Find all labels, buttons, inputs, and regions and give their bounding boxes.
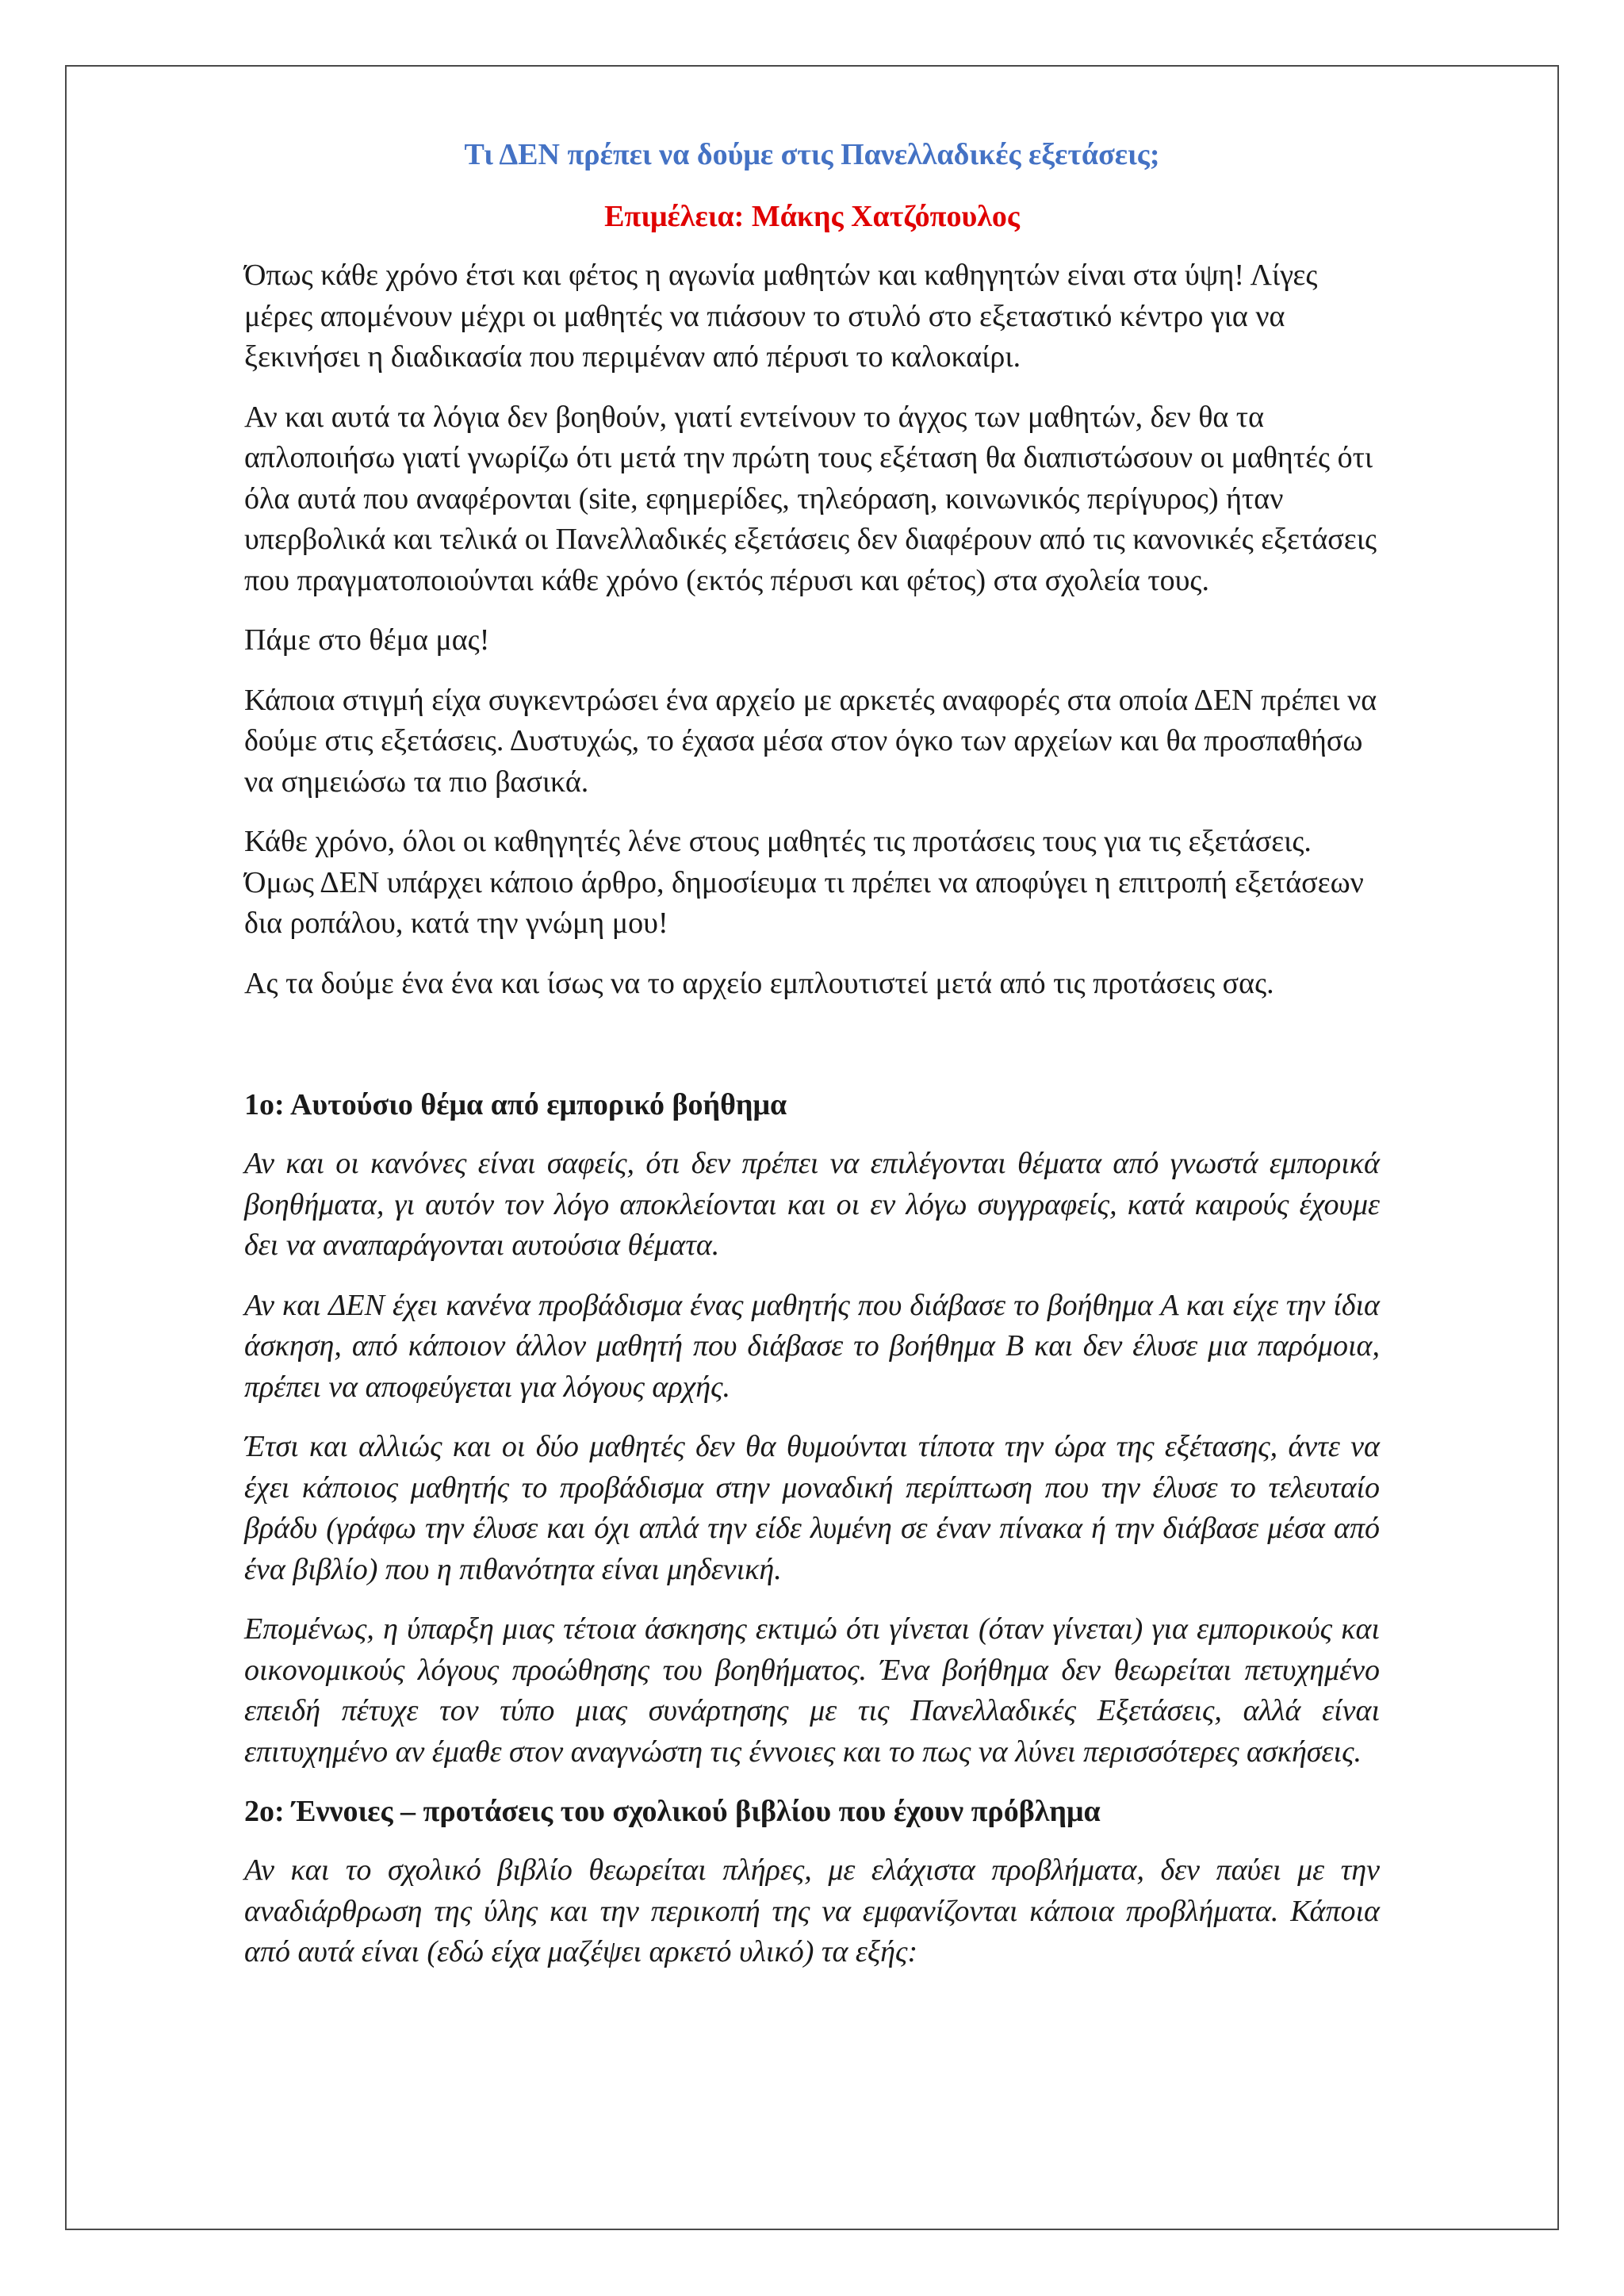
intro-paragraph: Αν και αυτά τα λόγια δεν βοηθούν, γιατί εντείνουν το άγχος των μαθητών, δεν θα τα απλοποιήσω γιατί γνωρίζω ότι μετά την πρώτη τους εξέταση θα διαπιστώσουν οι μαθητές ότι όλα αυτά που αναφέρονται (site, εφημερίδες, τηλεόραση, κοινωνικός περίγυρος) ήταν υπερβολικά και τελικά οι Πανελλαδικές εξετάσεις δεν διαφέρουν από τις κανονικές εξετάσεις που πραγματοποιούνται κάθε χρόνο (εκτός πέρυσι και φέτος) στα σχολεία τους. [244,400,1377,597]
section-1-paragraph: Επομένως, η ύπαρξη μιας τέτοια άσκησης εκτιμώ ότι γίνεται (όταν γίνεται) για εμπορικούς και οικονομικούς λόγους προώθησης του βοηθήματος. Ένα βοήθημα δεν θεωρείται πετυχημένο επειδή πέτυχε τον τύπο μιας συνάρτησης με τις Πανελλαδικές Εξετάσεις, αλλά είναι επιτυχημένο αν έμαθε στον αναγνώστη τις έννοιες και το πως να λύνει περισσότερες ασκήσεις. [244,1612,1380,1769]
section-heading-1: 1ο: Αυτούσιο θέμα από εμπορικό βοήθημα [244,1088,787,1121]
document-body [244,135,1380,1992]
intro-paragraph: Όπως κάθε χρόνο έτσι και φέτος η αγωνία μαθητών και καθηγητών είναι στα ύψη! Λίγες μέρες απομένουν μέχρι οι μαθητές να πιάσουν το στυλό στο εξεταστικό κέντρο για να ξεκινήσει η διαδικασία που περιμέναν από πέρυσι το καλοκαίρι. [244,259,1318,374]
intro-paragraph: Πάμε στο θέμα μας! [244,623,490,657]
section-2-paragraph: Αν και το σχολικό βιβλίο θεωρείται πλήρες, με ελάχιστα προβλήματα, δεν παύει με την αναδιάρθρωση της ύλης και την περικοπή της να εμφανίζονται κάποια προβλήματα. Κάποια από αυτά είναι (εδώ είχα μαζέψει αρκετό υλικό) τα εξής: [244,1853,1380,1968]
intro-paragraph: Κάθε χρόνο, όλοι οι καθηγητές λένε στους μαθητές τις προτάσεις τους για τις εξετάσεις. Όμως ΔΕΝ υπάρχει κάποιο άρθρο, δημοσίευμα τι πρέπει να αποφύγει η επιτροπή εξετάσεων δια ροπάλου, κατά την γνώμη μου! [244,825,1364,940]
section-1-paragraph: Αν και οι κανόνες είναι σαφείς, ότι δεν πρέπει να επιλέγονται θέματα από γνωστά εμπορικά βοηθήματα, γι αυτόν τον λόγο αποκλείονται και οι εν λόγω συγγραφείς, κατά καιρούς έχουμε δει να αναπαράγονται αυτούσια θέματα. [244,1147,1380,1262]
section-1-paragraph: Αν και ΔΕΝ έχει κανένα προβάδισμα ένας μαθητής που διάβασε το βοήθημα Α και είχε την ίδια άσκηση, από κάποιον άλλον μαθητή που διάβασε το βοήθημα Β και δεν έλυσε μια παρόμοια, πρέπει να αποφεύγεται για λόγους αρχής. [244,1288,1380,1404]
author-line: Επιμέλεια: Μάκης Χατζόπουλος [604,200,1020,233]
document-title: Τι ΔΕΝ πρέπει να δούμε στις Πανελλαδικές εξετάσεις; [464,138,1160,171]
section-heading-2: 2ο: Έννοιες – προτάσεις του σχολικού βιβλίου που έχουν πρόβλημα [244,1795,1101,1828]
intro-paragraph: Ας τα δούμε ένα ένα και ίσως να το αρχείο εμπλουτιστεί μετά από τις προτάσεις σας. [244,966,1274,1000]
section-spacer [244,1023,1380,1085]
section-1-paragraph: Έτσι και αλλιώς και οι δύο μαθητές δεν θα θυμούνται τίποτα την ώρα της εξέτασης, άντε να έχει κάποιος μαθητής το προβάδισμα στην μοναδική περίπτωση που την έλυσε το τελευταίο βράδυ (γράφω την έλυσε και όχι απλά την είδε λυμένη σε έναν πίνακα ή την διάβασε μέσα από ένα βιβλίο) που η πιθανότητα είναι μηδενική. [244,1430,1380,1586]
intro-paragraph: Κάποια στιγμή είχα συγκεντρώσει ένα αρχείο με αρκετές αναφορές στα οποία ΔΕΝ πρέπει να δούμε στις εξετάσεις. Δυστυχώς, το έχασα μέσα στον όγκο των αρχείων και θα προσπαθήσω να σημειώσω τα πιο βασικά. [244,683,1377,799]
